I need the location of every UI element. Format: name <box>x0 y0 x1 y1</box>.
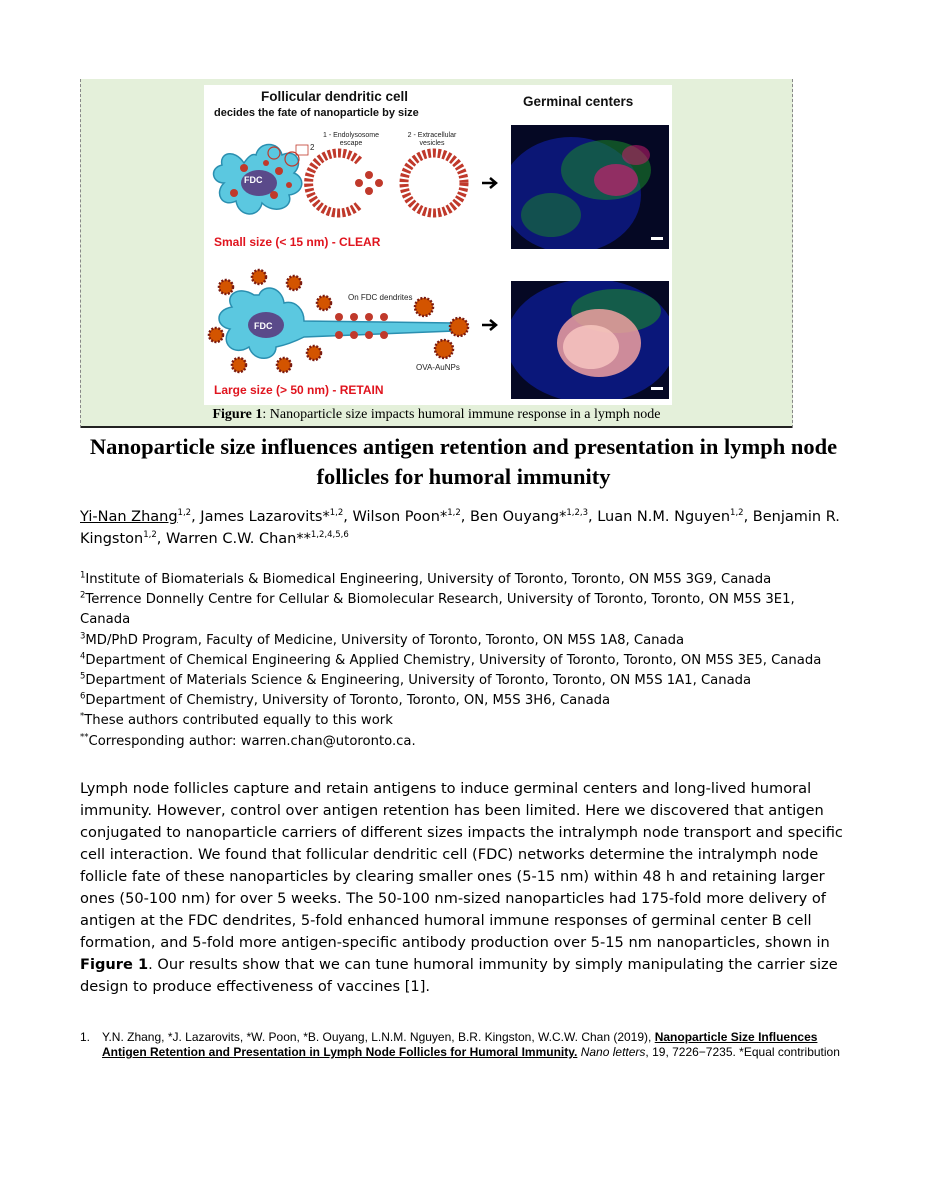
affiliation-text: Institute of Biomaterials & Biomedical Engineering, University of Toronto, Toronto, ON M5S 3G9, Canada <box>85 572 772 587</box>
corresponding-author-note <box>80 732 860 752</box>
affiliation-text: Corresponding author: warren.chan@utoronto.ca. <box>88 733 416 749</box>
abstract-figure-ref: Figure 1 <box>80 956 149 973</box>
affiliation-text: Department of Chemical Engineering & Applied Chemistry, University of Toronto, Toronto, ON M5S 3E5, Canada <box>85 652 822 668</box>
figure-panel <box>80 79 793 428</box>
author-4-sup: 1,2,3 <box>566 508 588 519</box>
affiliation-text: Canada <box>80 612 131 628</box>
affiliation-sup: 3 <box>80 631 86 642</box>
abstract-text-end: . Our results show that we can tune humoral immunity by simply manipulating the carrier size design to produce effectiveness of vaccines [1]. <box>80 956 838 995</box>
affiliation-text: Terrence Donnelly Centre for Cellular & Biomolecular Research, University of Toronto, Toronto, ON M5S 3E1, <box>85 592 795 608</box>
small-size-label: Small size (< 15 nm) - CLEAR <box>214 235 381 249</box>
affiliation-text: Department of Materials Science & Engineering, University of Toronto, Toronto, ON M5S 1A1, Canada <box>85 673 752 689</box>
reference-list <box>80 1030 840 1060</box>
germinal-center-image-small <box>511 125 669 249</box>
author-5: , Luan N.M. Nguyen <box>588 509 731 525</box>
reference-number: 1. <box>80 1030 91 1044</box>
affiliation-1 <box>80 570 860 590</box>
affiliation-4 <box>80 651 860 671</box>
figure-panel-title: Follicular dendritic cell <box>261 89 409 104</box>
author-6: , Benjamin R. Kingston <box>80 509 840 547</box>
germinal-centers-title: Germinal centers <box>523 94 634 109</box>
figure-caption-text: : Nanoparticle size impacts humoral immune response in a lymph node <box>262 407 661 422</box>
figure-caption-label: Figure 1 <box>212 407 263 422</box>
affiliation-sup: 4 <box>80 651 86 662</box>
author-6-sup: 1,2 <box>143 530 157 541</box>
affiliations <box>80 570 860 752</box>
affiliation-sup: 2 <box>80 590 86 601</box>
affiliation-sup: ** <box>80 732 89 743</box>
affiliation-6 <box>80 691 860 711</box>
figure-panel-subtitle: decides the fate of nanoparticle by size <box>214 107 419 119</box>
affiliation-sup: 6 <box>80 691 86 702</box>
author-7-sup: 1,2,4,5,6 <box>310 530 349 541</box>
author-2: , James Lazarovits* <box>191 509 330 525</box>
author-list <box>80 506 860 550</box>
paper-title: Nanoparticle size influences antigen retention and presentation in lymph node follicles for humoral immunity <box>89 434 838 489</box>
reference-details: , 19, 7226−7235. *Equal contribution <box>645 1045 840 1059</box>
germinal-center-image-large <box>511 281 669 399</box>
affiliation-sup: * <box>80 712 85 723</box>
author-4: , Ben Ouyang* <box>460 509 567 525</box>
author-5-sup: 1,2 <box>730 508 744 519</box>
affiliation-text: MD/PhD Program, Faculty of Medicine, University of Toronto, Toronto, ON M5S 1A8, Canada <box>85 632 685 648</box>
large-size-label: Large size (> 50 nm) - RETAIN <box>214 383 384 397</box>
affiliation-3 <box>80 631 860 651</box>
reference-body <box>102 1030 840 1060</box>
fdc-dendrites-label: On FDC dendrites <box>348 293 413 302</box>
author-3-sup: 1,2 <box>447 508 461 519</box>
extracellular-vesicles-label: 2 - Extracellular vesicles <box>407 132 457 147</box>
affiliation-2 <box>80 590 860 610</box>
equal-contribution-note <box>80 711 860 731</box>
affiliation-sup: 5 <box>80 671 86 682</box>
figure-bottom-rule <box>81 426 792 428</box>
figure-graphic <box>204 85 672 405</box>
author-7: , Warren C.W. Chan** <box>156 531 311 547</box>
abstract-text: Lymph node follicles capture and retain antigens to induce germinal centers and long-lived humoral immunity. However, control over antigen retention has been limited. Here we discovered that antigen conjugated to nanoparticle carriers of different sizes impacts the intralymph node transport and specific cell interaction. We found that follicular dendritic cell (FDC) networks determine the intralymph node follicle fate of these nanoparticles by clearing smaller ones (5-15 nm) within 48 h and retaining larger ones (50-100 nm) for over 5 weeks. The 50-100 nm-sized nanoparticles had 175-fold more delivery of antigen at the FDC dendrites, 5-fold enhanced humoral immune responses of germinal center B cell formation, and 5-fold more antigen-specific antibody production over 5-15 nm nanoparticles, shown in <box>80 780 843 951</box>
endolysosome-escape-label: 1 - Endolysosome escape <box>322 132 380 147</box>
abstract <box>80 778 860 998</box>
fdc-label-top: FDC <box>244 175 263 185</box>
reference-item <box>80 1030 840 1060</box>
reference-authors: Y.N. Zhang, *J. Lazarovits, *W. Poon, *B. Ouyang, L.N.M. Nguyen, B.R. Kingston, W.C.W. Chan (2019), <box>102 1030 655 1044</box>
author-1: Yi-Nan Zhang <box>80 509 178 525</box>
affiliation-text: Department of Chemistry, University of Toronto, Toronto, ON, M5S 3H6, Canada <box>85 693 611 709</box>
marker-2: 2 <box>310 143 315 152</box>
affiliation-5 <box>80 671 860 691</box>
affiliation-sup: 1 <box>80 570 86 581</box>
large-size-diagram <box>204 265 504 377</box>
fdc-label-bottom: FDC <box>254 321 273 331</box>
figure-caption <box>81 407 792 423</box>
ova-aunps-label: OVA-AuNPs <box>416 363 460 372</box>
reference-journal: Nano letters <box>577 1045 646 1059</box>
affiliation-2-cont <box>80 610 860 630</box>
author-3: , Wilson Poon* <box>343 509 448 525</box>
affiliation-text: These authors contributed equally to this work <box>84 713 393 729</box>
reference-link[interactable]: Nanoparticle Size Influences Antigen Retention and Presentation in Lymph Node Follicles for Humoral Immunity. <box>102 1030 818 1059</box>
author-2-sup: 1,2 <box>329 508 344 519</box>
author-1-sup: 1,2 <box>177 508 192 519</box>
